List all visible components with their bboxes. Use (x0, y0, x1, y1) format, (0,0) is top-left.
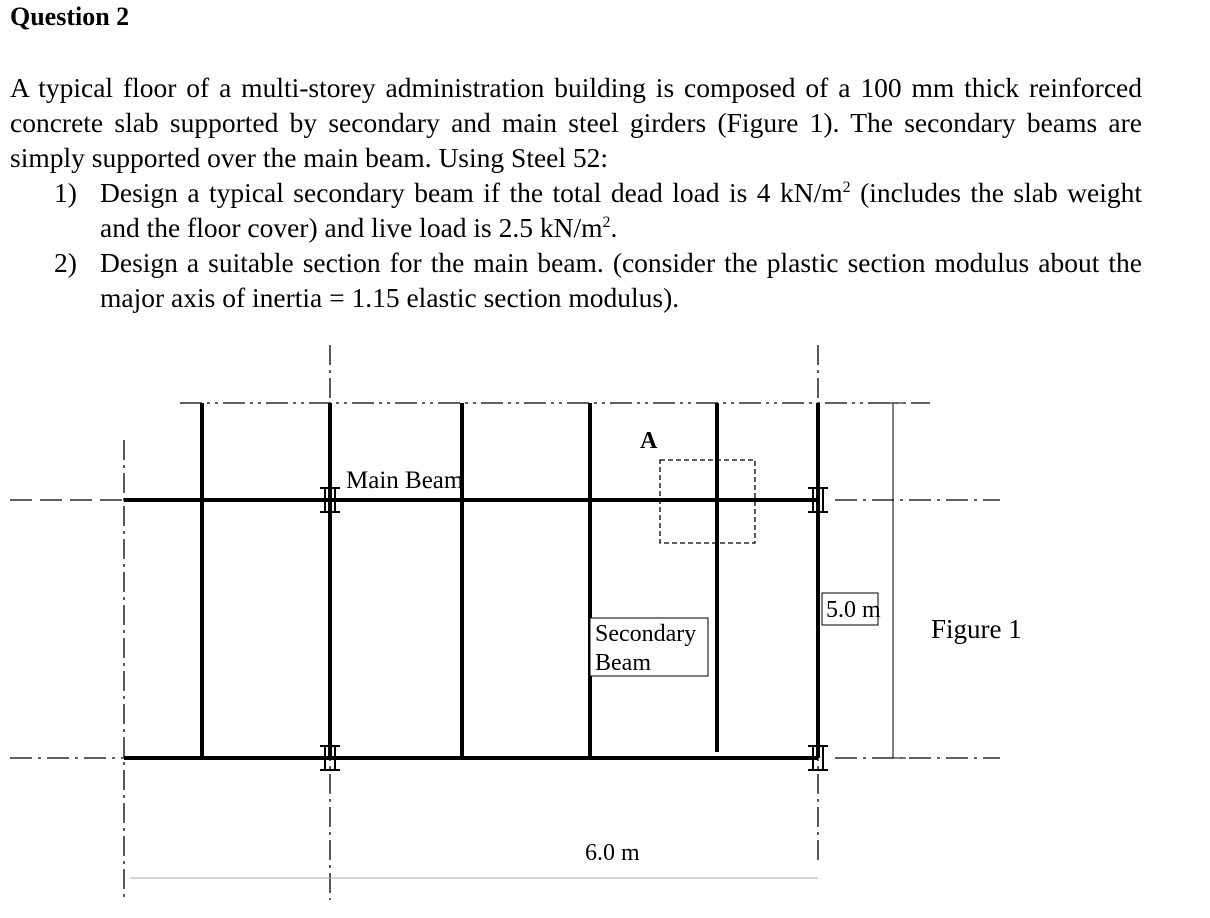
task-text-part: Design a typical secondary beam if the total dead load is 4 kN/m (100, 177, 843, 208)
column-symbols (320, 488, 828, 770)
task-number: 1) (54, 177, 77, 208)
dim-height-label: 5.0 m (826, 597, 881, 623)
task-text: Design a suitable section for the main beam. (consider the plastic section modulus about the major axis of inertia = 1.15 elastic section modulus). (100, 247, 1142, 313)
task-text-part: (includes the slab weight and the floor cover) and live load is 2.5 kN/m (100, 177, 1142, 243)
superscript: 2 (842, 178, 851, 196)
superscript: 2 (602, 213, 611, 231)
secondary-beam-label-line2: Beam (595, 650, 651, 676)
secondary-beam-label-line1: Secondary (595, 621, 697, 647)
task-text-part: . (610, 212, 618, 243)
dimension-lines (130, 403, 906, 878)
question-intro: A typical floor of a multi-storey administration building is composed of a 100 mm thick reinforced concrete slab supported by secondary and main steel girders (Figure 1). The secondary beams are simply supported over the main beam. Using Steel 52: (10, 72, 1142, 173)
main-beams (124, 500, 818, 758)
main-beam-label: Main Beam (346, 467, 464, 494)
figure-caption: Figure 1 (931, 614, 1022, 644)
secondary-beams (202, 403, 818, 758)
dim-width-label: 6.0 m (585, 840, 640, 866)
detail-a-label: A (640, 428, 658, 454)
question-heading: Question 2 (10, 2, 130, 31)
task-number: 2) (54, 247, 77, 278)
